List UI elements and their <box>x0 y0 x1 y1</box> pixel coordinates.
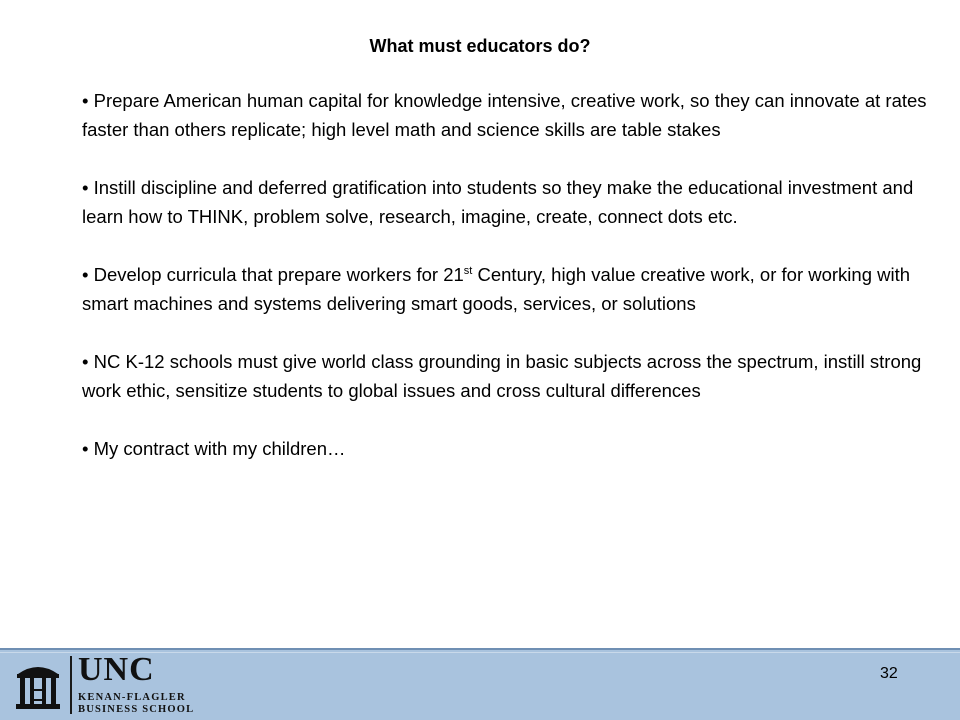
bullet-item <box>82 347 932 405</box>
bullet-text: • Instill discipline and deferred gratification into students so they make the educational investment and learn how to THINK, problem solve, research, imagine, create, connect dots etc. <box>82 177 914 227</box>
bullet-item <box>82 173 932 231</box>
bullet-text: • Develop curricula that prepare workers for 21 <box>82 264 464 285</box>
slide-title: What must educators do? <box>369 36 591 56</box>
bullet-item <box>82 86 932 144</box>
bullet-superscript: st <box>463 264 473 277</box>
bullet-list <box>82 86 932 492</box>
logo-unc-wordmark: UNC <box>78 651 155 688</box>
page-number: 32 <box>880 665 898 682</box>
logo-business-school-text: BUSINESS SCHOOL <box>78 704 195 715</box>
bullet-text-continued: Century, high value creative work, or for working with smart machines and systems delivering smart goods, services, or solutions <box>82 264 911 314</box>
logo-kenan-flagler-text: KENAN-FLAGLER <box>78 692 186 703</box>
bullet-item <box>82 260 932 318</box>
bullet-text: • NC K-12 schools must give world class grounding in basic subjects across the spectrum, instill strong work ethic, sensitize students to global issues and cross cultural differences <box>82 351 922 401</box>
old-well-icon <box>14 660 62 710</box>
bullet-text: • My contract with my children… <box>82 438 346 459</box>
logo-divider <box>70 656 72 714</box>
unc-kenan-flagler-logo <box>14 651 214 716</box>
bullet-item <box>82 434 932 463</box>
bullet-text: • Prepare American human capital for knowledge intensive, creative work, so they can innovate at rates faster than others replicate; high level math and science skills are table stakes <box>82 90 927 140</box>
